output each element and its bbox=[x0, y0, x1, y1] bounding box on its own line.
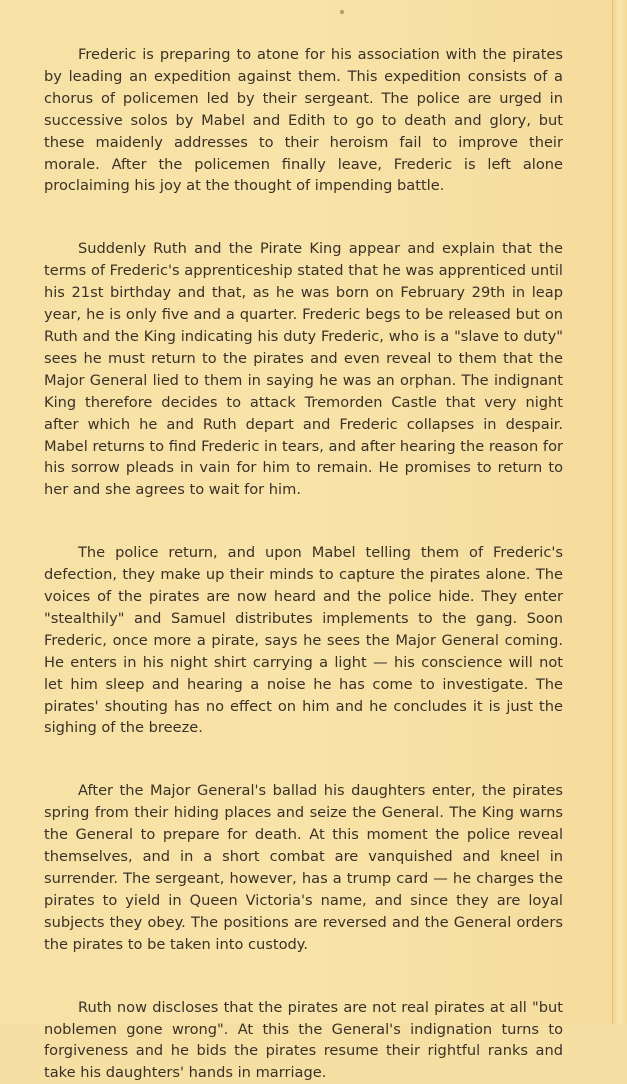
paragraph-3: The police return, and upon Mabel telling them of Frederic's defection, they make up their minds to capture the pirates alone. The voices of the pirates are now heard and the police hide. They enter "stealthily" and Samuel distributes implements to the gang. Soon Frederic, once more a pirate, says he sees the Major General coming. He enters in his night shirt carrying a light — his conscience will not let him sleep and hearing a noise he has come to investigate. The pirates' shouting has no effect on him and he concludes it is just the sighing of the breeze. bbox=[44, 544, 563, 737]
page-mark bbox=[340, 10, 344, 14]
paragraph-2: Suddenly Ruth and the Pirate King appear and explain that the terms of Frederic's apprenticeship stated that he was apprenticed until his 21st birthday and that, as he was born on February 29th in leap year, he is only five and a quarter. Frederic begs to be released but on Ruth and the King indicating his duty Frederic, who is a "slave to duty" sees he must return to the pirates and even reveal to them that the Major General lied to them in saying he was an orphan. The indignant King therefore decides to attack Tremorden Castle that very night after which he and Ruth depart and Frederic collapses in despair. Mabel returns to find Frederic in tears, and after hearing the reason for his sorrow pleads in vain for him to remain. He promises to return to her and she agrees to wait for him. bbox=[44, 240, 563, 499]
page-edge bbox=[612, 0, 627, 1024]
synopsis-text bbox=[44, 44, 563, 1084]
paragraph-5: Ruth now discloses that the pirates are not real pirates at all "but noblemen gone wrong". At this the General's indignation turns to forgiveness and he bids the pirates resume their rightful ranks and take his daughters' hands in marriage. bbox=[44, 998, 563, 1082]
paragraph-1: Frederic is preparing to atone for his association with the pirates by leading an expedition against them. This expedition consists of a chorus of policemen led by their sergeant. The police are urged in successive solos by Mabel and Edith to go to death and glory, but these maidenly addresses to their heroism fail to improve their morale. After the policemen finally leave, Frederic is left alone proclaiming his joy at the thought of impending battle. bbox=[44, 46, 563, 195]
paragraph-4: After the Major General's ballad his daughters enter, the pirates spring from their hiding places and seize the General. The King warns the General to prepare for death. At this moment the police reveal themselves, and in a short combat are vanquished and kneel in surrender. The sergeant, however, has a trump card — he charges the pirates to yield in Queen Victoria's name, and since they are loyal subjects they obey. The positions are reversed and the General orders the pirates to be taken into custody. bbox=[44, 782, 563, 953]
